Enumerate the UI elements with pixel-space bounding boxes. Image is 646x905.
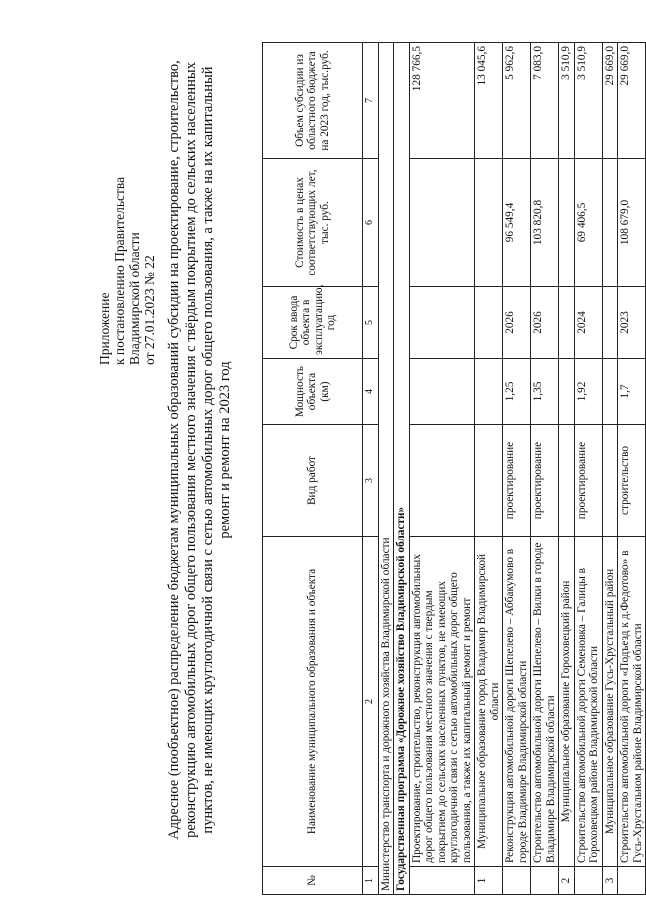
empty-cell: [409, 359, 475, 425]
empty-cell: [559, 287, 575, 359]
table-header-row: [263, 43, 363, 895]
municipality-name: Муниципальное образование город Владимир Владимирской области: [475, 537, 503, 867]
municipality-subsidy: 3 510,9: [559, 43, 575, 159]
object-power: 1,35: [531, 359, 559, 425]
header-subsidy: Объем субсидии из областного бюджета на 2023 год, тыс.руб.: [263, 43, 363, 159]
header-work: Вид работ: [263, 425, 363, 537]
object-work: проектирование: [503, 425, 531, 537]
municipality-name: Муниципальное образование Гусь-Хрустальный район: [602, 537, 618, 867]
header-cost: Стоимость в ценах соответствующих лет, тыс. руб.: [263, 159, 363, 287]
col-number: 3: [363, 425, 379, 537]
object-term: 2026: [531, 287, 559, 359]
object-row: [574, 43, 602, 895]
col-number: 2: [363, 537, 379, 867]
object-term: 2026: [503, 287, 531, 359]
empty-cell: [409, 425, 475, 537]
appendix-line: Приложение: [97, 292, 112, 365]
object-subsidy: 5 962,6: [503, 43, 531, 159]
object-term: 2024: [574, 287, 602, 359]
municipality-no: 2: [559, 867, 575, 895]
empty-cell: [503, 867, 531, 895]
empty-cell: [559, 425, 575, 537]
object-name: Строительство автомобильной дороги «Подъезд к д.Федотово» в Гусь-Хрустальном районе Владимирской области: [618, 537, 646, 867]
empty-cell: [475, 287, 503, 359]
object-name: Строительство автомобильной дороги Шепелево – Вилки в городе Владимире Владимирской области: [531, 537, 559, 867]
municipality-no: 3: [602, 867, 618, 895]
empty-cell: [602, 359, 618, 425]
empty-cell: [409, 159, 475, 287]
empty-cell: [618, 867, 646, 895]
empty-cell: [409, 867, 475, 895]
empty-cell: [409, 287, 475, 359]
header-power: Мощность объекта (км): [263, 359, 363, 425]
appendix-date-line: от 27.01.2023 № 22: [142, 255, 157, 365]
empty-cell: [531, 867, 559, 895]
municipality-no: 1: [475, 867, 503, 895]
object-work: строительство: [618, 425, 646, 537]
appendix-line: к постановлению Правительства: [112, 176, 127, 365]
empty-cell: [602, 287, 618, 359]
object-term: 2023: [618, 287, 646, 359]
object-cost: 69 406,5: [574, 159, 602, 287]
appendix-block: [97, 145, 157, 365]
program-subsidy: 128 766,5: [409, 43, 475, 159]
col-number: 4: [363, 359, 379, 425]
municipality-row: [559, 43, 575, 895]
col-number: 6: [363, 159, 379, 287]
col-number: 7: [363, 43, 379, 159]
object-power: 1,25: [503, 359, 531, 425]
empty-cell: [475, 359, 503, 425]
empty-cell: [559, 159, 575, 287]
object-subsidy: 7 083,0: [531, 43, 559, 159]
subsidy-table: [262, 42, 646, 895]
empty-cell: [602, 159, 618, 287]
municipality-row: [602, 43, 618, 895]
object-power: 1,7: [618, 359, 646, 425]
program-cell: Государственная программа «Дорожное хозяйство Владимирской области»: [394, 43, 410, 895]
municipality-subsidy: 29 669,0: [602, 43, 618, 159]
col-number: 1: [363, 867, 379, 895]
program-description: Проектирование, строительство, реконструкция автомобильных дорог общего пользования местного значения с твердым покрытием до сельских населенных пунктов, не имеющих круглогодичной связи с сетью автомобильных дорог общего пользования, а также их капитальный ремонт и ремонт: [409, 537, 475, 867]
object-row: [618, 43, 646, 895]
appendix-line: Владимирской области: [127, 232, 142, 365]
program-title-row: [394, 43, 410, 895]
object-row: [531, 43, 559, 895]
object-work: проектирование: [574, 425, 602, 537]
object-cost: 96 549,4: [503, 159, 531, 287]
header-name: Наименование муниципального образования и объекта: [263, 537, 363, 867]
col-number: 5: [363, 287, 379, 359]
object-cost: 108 679,0: [618, 159, 646, 287]
title-line: реконструкцию автомобильных дорог общего пользования местного значения с твёрдым покрытием до сельских населенных: [183, 62, 199, 838]
object-row: [503, 43, 531, 895]
header-no: №: [263, 867, 363, 895]
object-name: Строительство автомобильной дороги Семеновка – Галицы в Гороховецком районе Владимирской области: [574, 537, 602, 867]
document-title: [166, 35, 234, 865]
empty-cell: [559, 359, 575, 425]
municipality-subsidy: 13 045,6: [475, 43, 503, 159]
object-work: проектирование: [531, 425, 559, 537]
column-number-row: [363, 43, 379, 895]
header-term: Срок ввода объекта в эксплуатацию, год: [263, 287, 363, 359]
title-line: Адресное (пообъектное) распределение бюджетам муниципальных образований субсидии на проектирование, строительство,: [166, 60, 182, 840]
object-subsidy: 29 669,0: [618, 43, 646, 159]
title-line: пунктов, не имеющих круглогодичной связи с сетью автомобильных дорог общего пользования, а также на их капитальный: [200, 66, 216, 834]
object-subsidy: 3 510,9: [574, 43, 602, 159]
municipality-name: Муниципальное образование Гороховецкий район: [559, 537, 575, 867]
object-name: Реконструкция автомобильной дороги Шепелево – Аббакумово в городе Владимире Владимирской области: [503, 537, 531, 867]
municipality-row: [475, 43, 503, 895]
ministry-cell: Министерство транспорта и дорожного хозяйства Владимирской области: [378, 43, 394, 895]
empty-cell: [602, 425, 618, 537]
program-row: [409, 43, 475, 895]
ministry-row: [378, 43, 394, 895]
object-power: 1,92: [574, 359, 602, 425]
object-cost: 103 820,8: [531, 159, 559, 287]
title-line: ремонт и ремонт на 2023 год: [217, 361, 233, 539]
empty-cell: [475, 425, 503, 537]
empty-cell: [574, 867, 602, 895]
empty-cell: [475, 159, 503, 287]
